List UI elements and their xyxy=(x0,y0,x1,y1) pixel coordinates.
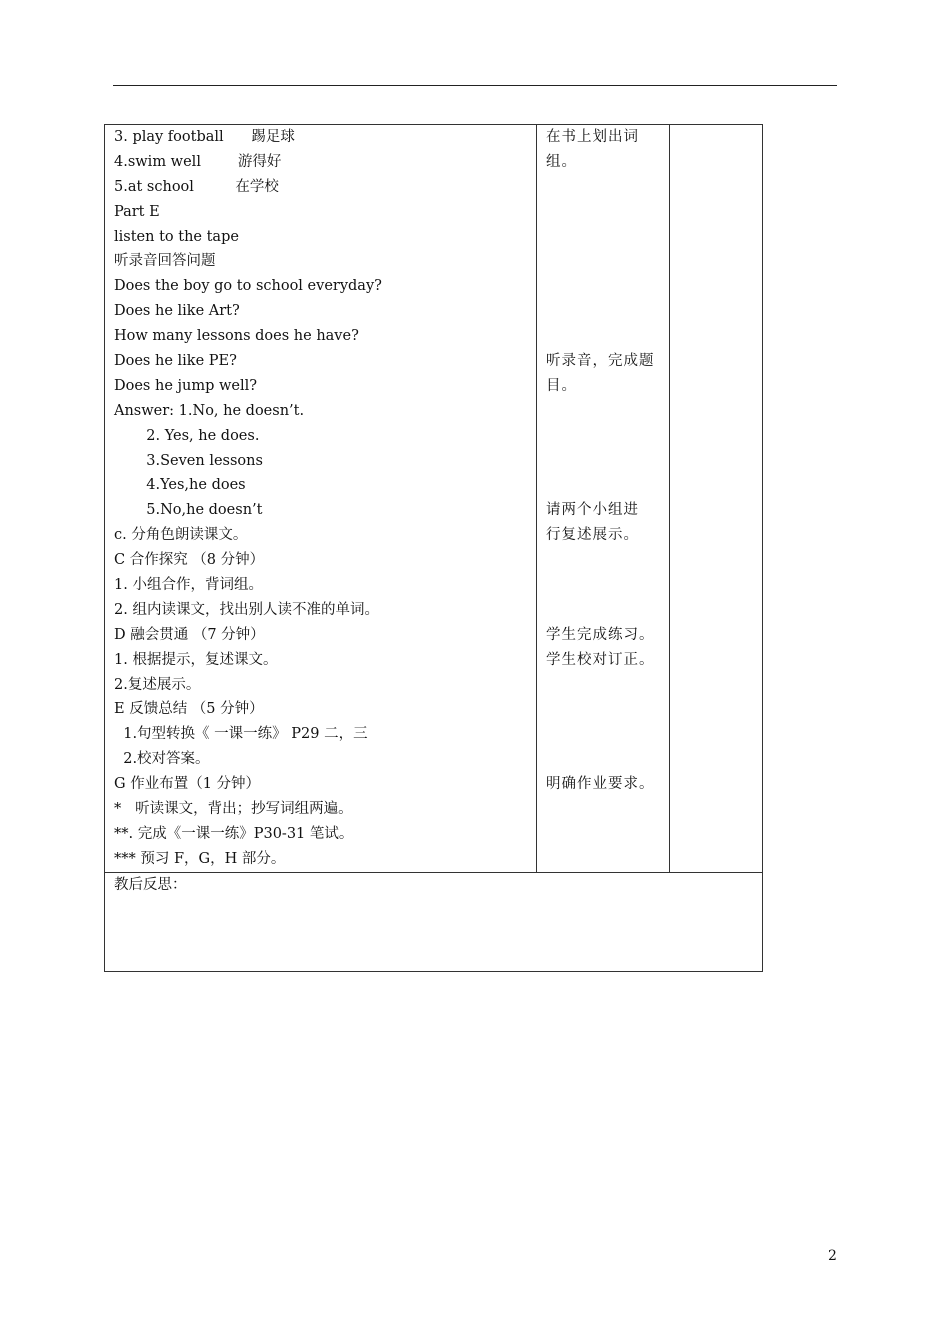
process-line: 2. Yes, he does. xyxy=(114,427,260,444)
process-line: C 合作探究 （8 分钟） xyxy=(114,552,265,569)
process-line: 4.Yes,he does xyxy=(114,477,246,494)
activity-line: 组。 xyxy=(546,153,577,170)
process-line: c. 分角色朗读课文。 xyxy=(114,527,248,544)
process-line: 3.Seven lessons xyxy=(114,452,263,469)
activity-line xyxy=(537,424,669,449)
process-line: listen to the tape xyxy=(114,228,239,245)
process-line: 1. 根据提示，复述课文。 xyxy=(114,651,278,668)
activity-line xyxy=(537,249,669,274)
activity-line xyxy=(537,697,669,722)
process-line: 听录音回答问题 xyxy=(114,253,216,270)
process-line: 3. play football 踢足球 xyxy=(114,129,295,145)
activity-line xyxy=(537,324,669,349)
activity-line xyxy=(537,449,669,474)
activity-line xyxy=(537,200,669,225)
process-line: Does he jump well? xyxy=(114,377,258,394)
activity-line xyxy=(537,274,669,299)
process-line: 4.swim well 游得好 xyxy=(114,153,282,170)
process-line: 2.复述展示。 xyxy=(114,676,201,693)
student-activity-lines xyxy=(537,125,669,872)
teaching-process-lines xyxy=(105,125,536,872)
lesson-plan-table xyxy=(104,124,763,972)
activity-line xyxy=(537,399,669,424)
process-line: 5.at school 在学校 xyxy=(114,178,279,195)
activity-line: 学生校对订正。 xyxy=(546,651,655,668)
activity-line: 听录音，完成题 xyxy=(546,353,655,370)
process-line: * 听读课文，背出；抄写词组两遍。 xyxy=(114,801,353,818)
header-rule xyxy=(113,85,837,86)
activity-line: 学生完成练习。 xyxy=(546,626,655,643)
process-line: 2. 组内读课文，找出别人读不准的单词。 xyxy=(114,601,379,618)
process-line: Does he like Art? xyxy=(114,303,240,320)
activity-line xyxy=(537,299,669,324)
activity-line xyxy=(537,598,669,623)
process-line: D 融会贯通 （7 分钟） xyxy=(114,626,265,643)
process-line: 1. 小组合作，背词组。 xyxy=(114,577,263,594)
activity-line xyxy=(537,747,669,772)
activity-line xyxy=(537,573,669,598)
student-activity-cell xyxy=(537,125,670,873)
reflection-cell xyxy=(105,873,763,972)
activity-line xyxy=(537,225,669,250)
activity-line: 请两个小组进 xyxy=(546,502,639,519)
teaching-process-cell xyxy=(105,125,537,873)
activity-line xyxy=(537,548,669,573)
process-line: **. 完成《一课一练》P30-31 笔试。 xyxy=(114,825,354,842)
process-line: 2.校对答案。 xyxy=(114,751,210,768)
activity-line: 行复述展示。 xyxy=(546,527,639,544)
notes-cell xyxy=(670,125,763,873)
process-line: 1.句型转换《 一课一练》 P29 二，三 xyxy=(114,726,368,743)
process-line: Does the boy go to school everyday? xyxy=(114,278,382,295)
activity-line: 在书上划出词 xyxy=(546,129,639,145)
activity-line: 目。 xyxy=(546,377,577,394)
reflection-label: 教后反思： xyxy=(114,877,187,893)
activity-line xyxy=(537,473,669,498)
activity-line: 明确作业要求。 xyxy=(546,776,655,793)
process-line: How many lessons does he have? xyxy=(114,328,359,345)
process-line: G 作业布置（1 分钟） xyxy=(114,776,261,793)
activity-line xyxy=(537,673,669,698)
activity-line xyxy=(537,722,669,747)
activity-line xyxy=(537,175,669,200)
page-number: 2 xyxy=(828,1248,837,1264)
process-line: Answer: 1.No, he doesn’t. xyxy=(114,402,305,419)
process-line: 5.No,he doesn’t xyxy=(114,502,263,519)
process-line: Does he like PE? xyxy=(114,353,237,370)
process-line: E 反馈总结 （5 分钟） xyxy=(114,701,264,718)
process-line: Part E xyxy=(114,203,160,220)
process-line: *** 预习 F，G，H 部分。 xyxy=(114,850,286,867)
